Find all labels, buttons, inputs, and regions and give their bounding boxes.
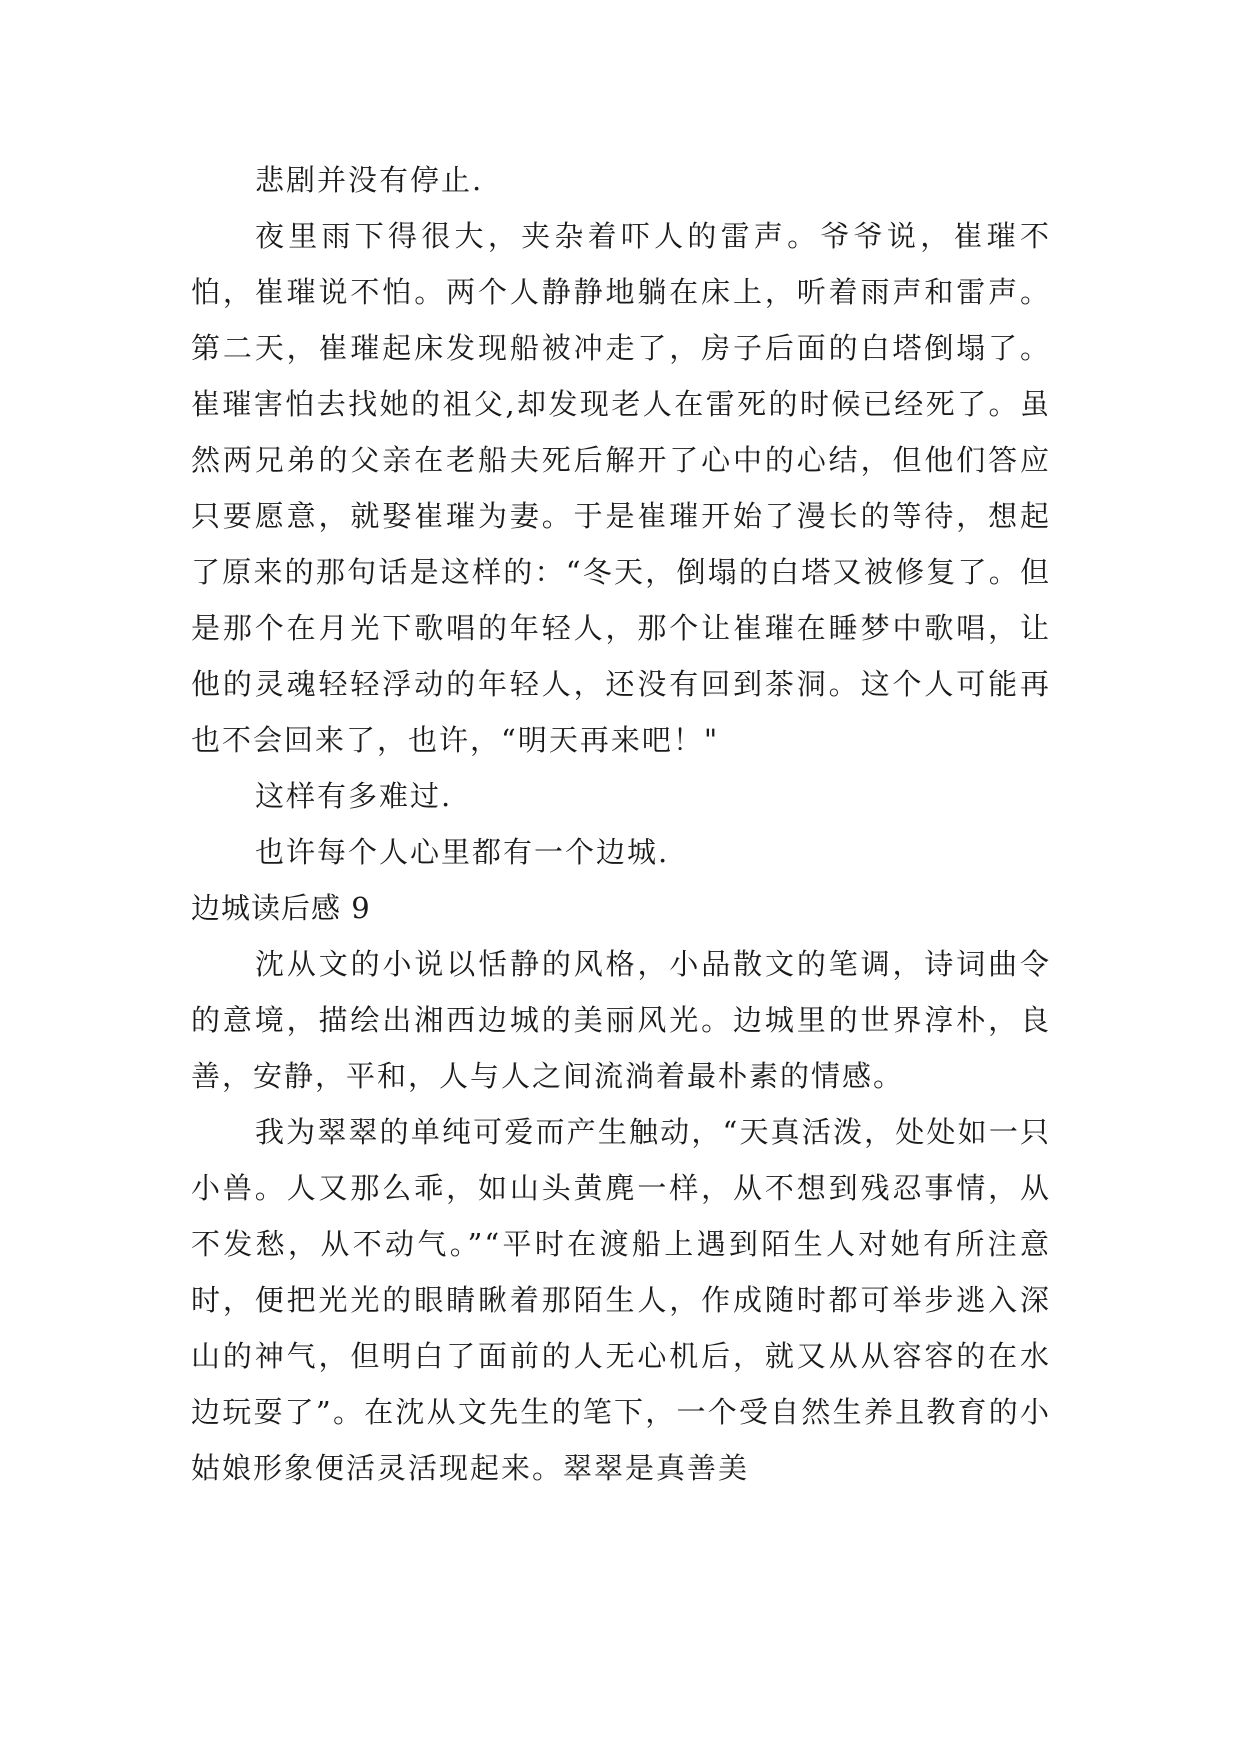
section-title: 边城读后感 9 xyxy=(191,891,371,925)
document-page xyxy=(191,152,1051,1496)
paragraph-shen-congwen-style: 沈从文的小说以恬静的风格，小品散文的笔调，诗词曲令的意境，描绘出湘西边城的美丽风光。边城里的世界淳朴，良善，安静，平和，人与人之间流淌着最朴素的情感。 xyxy=(191,947,1051,1093)
paragraph-night-storm: 夜里雨下得很大，夹杂着吓人的雷声。爷爷说，崔璀不怕，崔璀说不怕。两个人静静地躺在床上，听着雨声和雷声。第二天，崔璀起床发现船被冲走了，房子后面的白塔倒塌了。崔璀害怕去找她的祖父,却发现老人在雷死的时候已经死了。虽然两兄弟的父亲在老船夫死后解开了心中的心结，但他们答应只要愿意，就娶崔璀为妻。于是崔璀开始了漫长的等待，想起了原来的那句话是这样的：“冬天，倒塌的白塔又被修复了。但是那个在月光下歌唱的年轻人，那个让崔璀在睡梦中歌唱，让他的灵魂轻轻浮动的年轻人，还没有回到茶洞。这个人可能再也不会回来了，也许，“明天再来吧！" xyxy=(191,219,1051,757)
paragraph-how-sad: 这样有多难过. xyxy=(255,779,453,813)
paragraph-tragedy-continues: 悲剧并没有停止. xyxy=(255,163,484,197)
paragraph-cuicui-innocence: 我为翠翠的单纯可爱而产生触动，“天真活泼，处处如一只小兽。人又那么乖，如山头黄麂一样，从不想到残忍事情，从不发愁，从不动气。”“平时在渡船上遇到陌生人对她有所注意时，便把光光的眼睛瞅着那陌生人，作成随时都可举步逃入深山的神气，但明白了面前的人无心机后，就又从从容容的在水边玩耍了”。在沈从文先生的笔下，一个受自然生养且教育的小姑娘形象便活灵活现起来。翠翠是真善美 xyxy=(191,1115,1051,1485)
paragraph-border-town-heart: 也许每个人心里都有一个边城. xyxy=(255,835,670,869)
